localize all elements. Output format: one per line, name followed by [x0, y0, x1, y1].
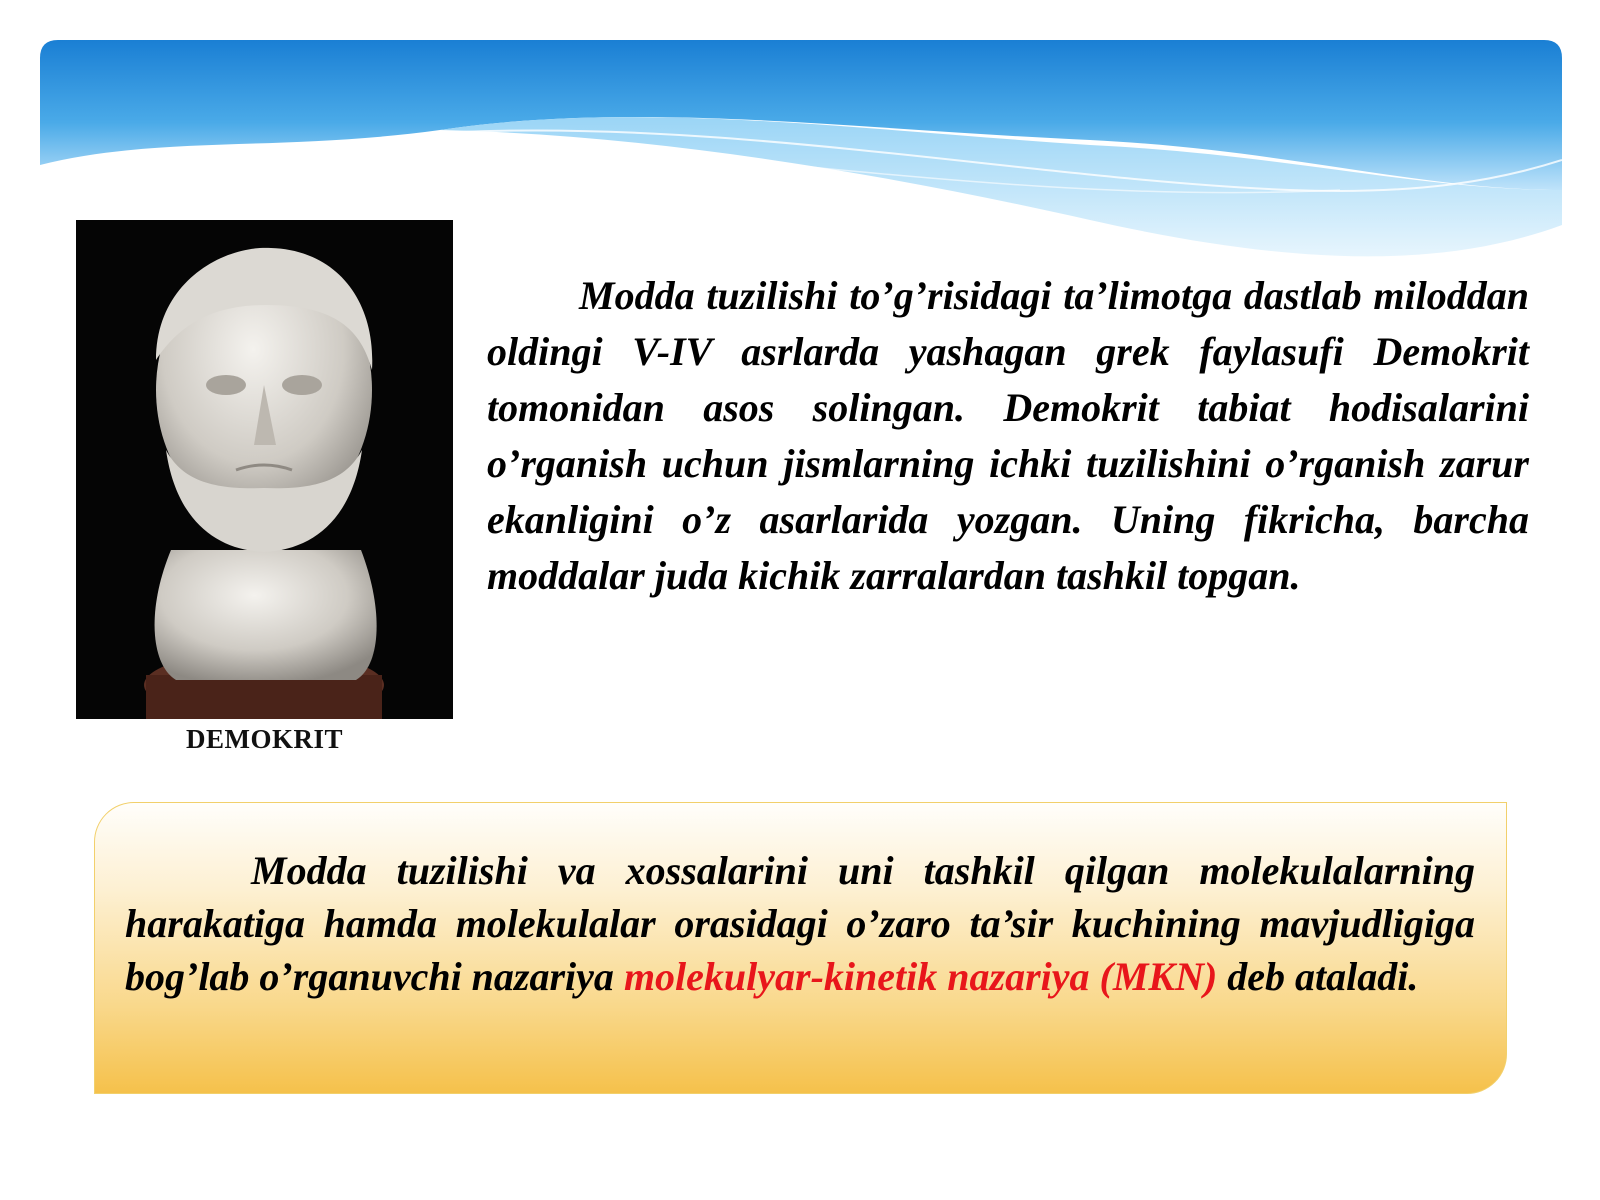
main-paragraph: Modda tuzilishi to’g’risidagi ta’limotga dastlab miloddan oldingi V-IV asrlarda yashagan grek faylasufi Demokrit tomonidan asos solingan. Demokrit tabiat hodisalarini o’rganish uchun jismlarning ichki tuzilishini o’rganish zarur ekanligini o’z asarlarida yozgan. Uning fikricha, barcha moddalar juda kichik zarralardan tashkil topgan.	[487, 273, 1529, 598]
definition-text-before: Modda tuzilishi va xossalarini uni tashkil qilgan molekulalarning harakatiga hamda molekulalar orasidagi o’zaro ta’sir kuchining mavjudligiga bog’lab o’rganuvchi nazariya	[125, 848, 1475, 999]
mkn-term-highlight: molekulyar-kinetik nazariya (MKN)	[623, 954, 1218, 999]
definition-text-after: deb ataladi.	[1217, 954, 1419, 999]
portrait-caption: DEMOKRIT	[185, 724, 343, 754]
definition-paragraph	[125, 844, 1475, 1003]
demokrit-bust-image	[76, 220, 453, 719]
